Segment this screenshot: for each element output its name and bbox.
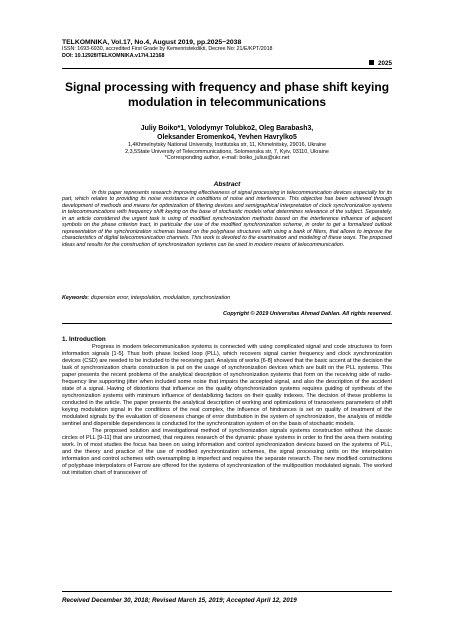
section-rule (62, 323, 392, 324)
affiliations (62, 142, 392, 162)
page-number (369, 60, 392, 67)
received-dates: Received December 30, 2018; Revised March 15, 2019; Accepted April 12, 2019 (62, 597, 297, 604)
author-list (62, 125, 392, 142)
author-line-2: Oleksander Eromenko4, Yevhen Havrylko5 (157, 133, 297, 141)
keywords (62, 295, 392, 301)
abstract-heading: Abstract (213, 181, 241, 188)
body-text (62, 344, 392, 477)
footer-rule (62, 591, 392, 592)
paragraph: The proposed solution and investigational method of synchronization signals systems construction without the classic circles of PLL [9-11] that are unzoomed, that requires research of the dynamic phase systems in order to find the area them resisting work. In of most studies the focus has been on using information and control synchronization devices based on the systems of PLL, and the theory and practice of the use of modified synchronization schemes, the signal processing units on the interpolation information and control schemes with oversampling is imperfect and requires the separate research. The new modified constructions of polyphase interpolators of Farrow are offered for the systems of synchronization of the multiposition modulated signals. The worked out imitation chart of transceiver of (62, 428, 392, 476)
affiliation-line-1: 1,4Khmelnytsky National University, Institutska str, 11, Khmelnitsky, 29016, Ukraine (127, 142, 327, 148)
keywords-label: Keywords (62, 295, 88, 301)
journal-name: TELKOMNIKA, Vol.17, No.4, August 2019, pp.2025~2038 (62, 39, 242, 46)
keywords-text: : dispersion error, interpolation, modulation, synchronization (87, 295, 231, 301)
header-rule (62, 68, 392, 69)
abstract-text: In this paper represents research improving effectiveness of signal processing in telecommunication devices especially for its part, which relates to providing its noise resistance in conditions of noise and interference. This objective has been achieved through development of methods and means for optimization of filtering devices and semigraphical interpretation of clock synchronization systems in telecommunications with frequency shift keying on the base of stochastic models what determines relevance of the subject. Separately, in an article considered the urgent task is using of modified synchronization methods based on the interference influence of adjacent symbols on the phase criterion tract, in particular the use of the modified synchronization scheme, in order to get a formalized outlook representation of the synchronization schemas based on the polyphase structures with using a bank of filters, that allows to improve the characteristics of digital telecommunication channels. This work is devoted to the examination and modeling of these ways. The proposed ideas and results for the construction of synchronization systems can be used in modern means of telecommunication. (62, 190, 392, 248)
corresponding-author: *Corresponding author, e-mail: boiko_julius@ukr.net (164, 155, 290, 162)
affiliation-line-2: 2,3,5State University of Telecommunications, Solomenska str, 7, Kyiv, 03110, Ukraine (125, 148, 329, 155)
issn-line: ISSN: 1693-6930, accredited First Grade by Kemenristekdikti, Decree No: 21/E/KPT/2018 (62, 46, 273, 53)
paper-title: Signal processing with frequency and phase shift keying modulation in telecommunications (64, 80, 390, 109)
square-bullet-icon (369, 60, 374, 65)
author-line-1: Juliy Boiko*1, Volodymyr Tolubko2, Oleg Barabash3, (140, 125, 314, 132)
page-number-text: 2025 (377, 60, 392, 67)
journal-header (62, 39, 392, 60)
paragraph: Progress in modern telecommunication systems is connected with using complicated signal and code structures to form information signals [1-5]. Thus both phase locked loop (PLL), which recovers signal carrier frequency and clock synchronization devices (CSD) are needed to be included to the receiving part. Analysis of works [6-8] showed that the basic accent at the decision the task of synchronization charts construction is put on the usage of synchronization devices which are built on the PLL systems. This paper presents the recent problems of the analytical description of synchronization systems that form on the receiving side of radio-frequency line supporting jitter when included some noise that impairs the accepted signal, and also the description of the accident state of a signal. Having of distortions that influence on the quality ofsynchronization systems requires guiding of synthesis of the synchronization systems with minimum influence of destabilizing factors on their quality indexes. The decision of these problems is conducted in the article. The paper presents the analytical description of working and optimizations of transceivers parameters of shift keying modulation signal in the conditions of the real complex, the influence of hindrances is set on quality of treatment of the modulated signals by the evaluation of closeness change of error distribution in the system of synchronization, the analysis of middle sentinel and dispersible dependences is conducted for the synchronization system of on the basis of stochastic models. (62, 344, 392, 427)
section-heading: 1. Introduction (62, 336, 106, 343)
copyright-notice: Copyright © 2019 Universitas Ahmad Dahlan. All rights reserved. (222, 311, 392, 317)
doi-line: DOI: 10.12928/TELKOMNIKA.v17i4.12168 (62, 53, 165, 60)
